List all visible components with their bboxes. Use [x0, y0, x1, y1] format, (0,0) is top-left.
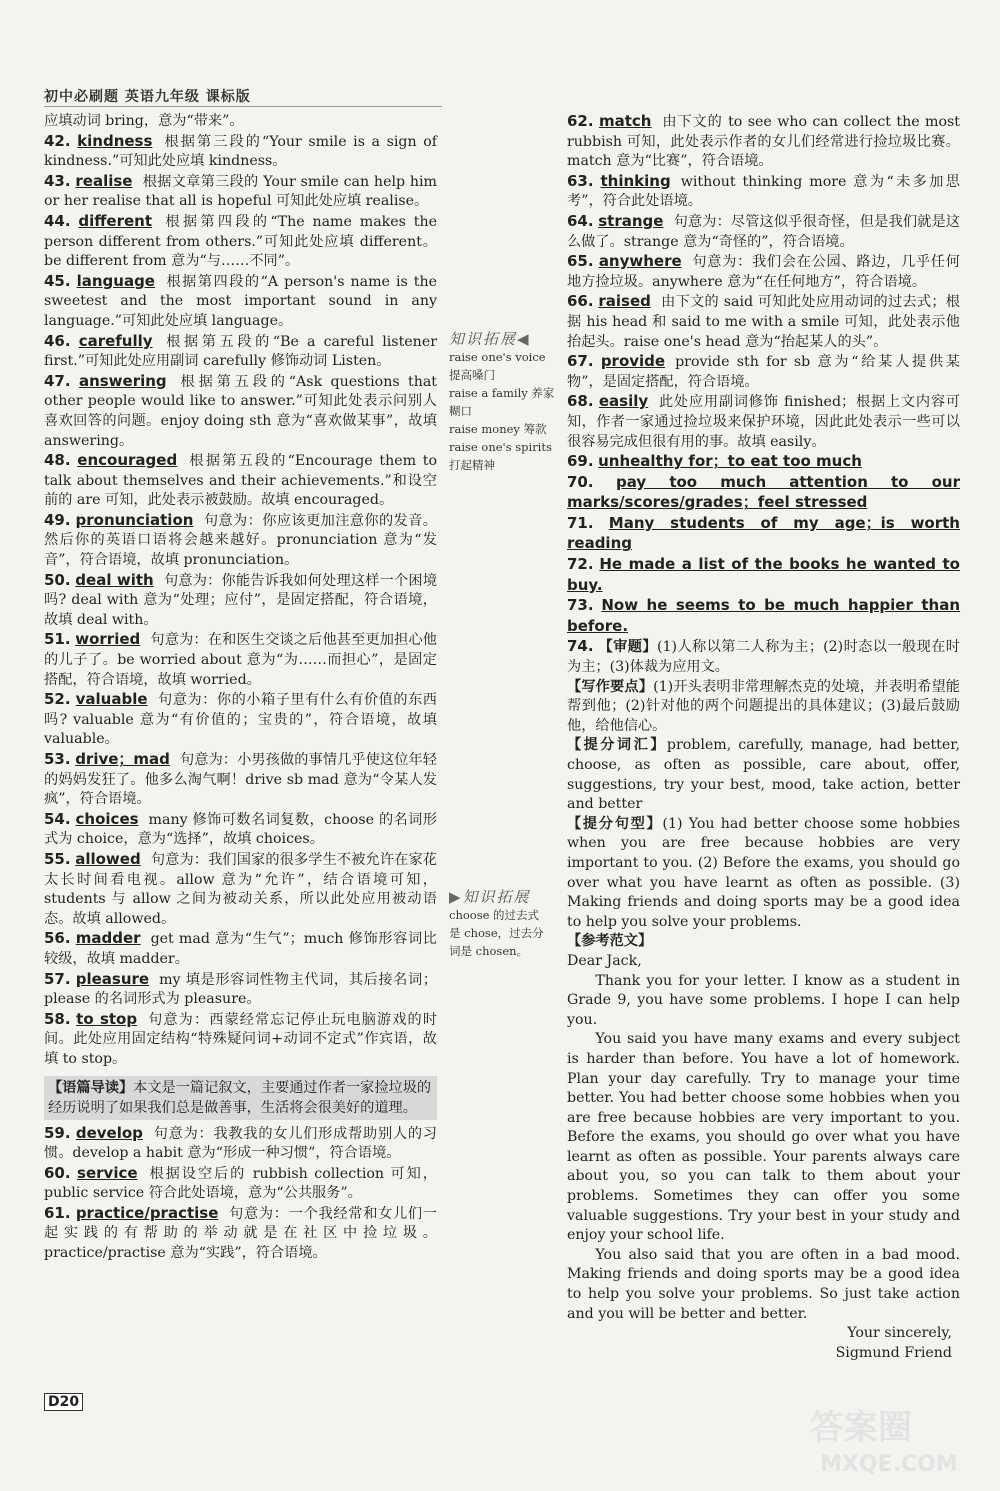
knowledge-line: 是 chose，过去分	[449, 926, 544, 940]
question-number: 44.	[44, 211, 71, 230]
explanation-text: 应填动词 bring，意为“带来”。	[44, 113, 244, 129]
cihui-text: problem, carefully, manage, had better, choose, as often as possible, care about, offer, suggestions, try your best, mood, take action, better and better	[567, 737, 960, 813]
answer-word: encouraged	[77, 451, 178, 470]
answer-item	[44, 212, 437, 272]
answer-item	[567, 473, 960, 514]
answer-item	[44, 810, 437, 850]
explanation-text: 根据第五段的“Encourage them to talk about themselves and their achievements.”和设空前的 are 可知，此处表示被鼓励。故填 encouraged。	[44, 453, 437, 509]
right-column	[567, 112, 960, 1363]
knowledge-line: raise one's voice	[449, 350, 546, 364]
question-number: 47.	[44, 371, 71, 390]
knowledge-line: 提高嗓门	[449, 368, 495, 382]
answer-item	[567, 112, 960, 172]
explanation-text: 由下文的 to see who can collect the most rubbish 可知，此处表示作者的女儿们经常进行捡垃圾比赛。match 意为“比赛”，符合语境。	[567, 114, 960, 170]
left-items	[44, 112, 437, 1070]
left-column	[44, 112, 437, 1264]
question-number: 51.	[44, 630, 71, 649]
shenti-text: (1)人称以第二人称为主；(2)时态以一般现在时为主；(3)体裁为应用文。	[567, 639, 960, 676]
answer-item	[44, 1204, 437, 1264]
answer-word: Now he seems to be much happier than before.	[567, 596, 961, 635]
shenti-label: 【审题】	[598, 639, 657, 656]
question-number: 62.	[567, 112, 594, 130]
explanation-text: 句意为：你应该更加注意你的发音。然后你的英语口语将会越来越好。pronunciation 意为“发音”，符合语境，故填 pronunciation。	[44, 512, 437, 569]
question-number: 57.	[44, 969, 71, 988]
arrow-icon: ▶	[449, 888, 463, 906]
explanation-text: 句意为：在和医生交谈之后他甚至更加担心他的儿子了。be worried about 意为“为……而担心”，是固定搭配，符合语境，故填 worried。	[44, 632, 437, 688]
answer-item	[44, 332, 437, 372]
answer-word: pay too much attention to our marks/scores/grades；feel stressed	[567, 472, 960, 512]
answer-item	[44, 571, 437, 631]
page-number: D20	[44, 1393, 83, 1411]
explanation-text: 句意为：小男孩做的事情几乎使这位年轻的妈妈发狂了。他多么淘气啊！drive sb mad 意为“令某人发疯”，符合语境。	[44, 752, 437, 808]
question-number: 63.	[567, 171, 594, 190]
letter-closing: Your sincerely,	[847, 1325, 952, 1342]
answer-item	[44, 690, 437, 750]
answer-item	[567, 596, 960, 637]
fanwen-label: 【参考范文】	[567, 933, 653, 950]
letter-signature: Sigmund Friend	[835, 1344, 952, 1361]
question-number: 49.	[44, 510, 71, 529]
juxing-text: (1) You had better choose some hobbies when you are free because hobbies are very important to you. (2) Before the exams, you should go over what you have learnt as often as possible. (3) Making friends and doing sports may be a good idea to help you solve your problems.	[567, 815, 960, 930]
answer-item	[567, 172, 960, 212]
answer-item	[44, 1164, 437, 1204]
answer-item	[567, 452, 960, 473]
knowledge-box-1	[449, 330, 561, 474]
answer-item	[567, 555, 960, 596]
explanation-text: 句意为：我们国家的很多学生不被允许在家花太长时间看电视。allow 意为“允许”，结合语境可知，students 与 allow 之间为被动关系，所以此处应用被动语态。故填 allowed。	[44, 851, 437, 927]
explanation-text: 句意为：我教我的女儿们形成帮助别人的习惯。develop a habit 意为“形成一种习惯”，符合语境。	[44, 1125, 437, 1162]
answer-item	[44, 850, 437, 929]
question-number: 46.	[44, 331, 71, 350]
cihui-label: 【提分词汇】	[567, 737, 667, 754]
answer-word: worried	[75, 630, 141, 649]
watermark-url: MXQE.COM	[820, 1452, 958, 1477]
yaodian	[567, 678, 960, 737]
answer-item	[44, 1124, 437, 1164]
answer-item	[44, 929, 437, 969]
arrow-icon: ◀	[517, 330, 531, 348]
cihui	[567, 736, 960, 814]
page-header: 初中必刷题 英语九年级 课标版	[44, 89, 251, 105]
answer-item	[44, 112, 437, 132]
answer-word: pleasure	[75, 969, 150, 988]
fanwen	[567, 932, 960, 952]
answer-word: provide	[600, 352, 666, 371]
yaodian-text: (1)开头表明非常理解杰克的处境，并表明希望能帮到他；(2)针对他的两个问题提出的具体建议；(3)最后鼓励他，给他信心。	[567, 678, 960, 734]
letter-paragraph-1: Thank you for your letter. I know as a student in Grade 9, you have some problems. I hope I can help you.	[567, 972, 960, 1028]
explanation-text: 根据设空后的 rubbish collection 可知，public service 符合此处语境，意为“公共服务”。	[44, 1165, 437, 1202]
question-number: 67.	[567, 352, 594, 371]
question-number: 52.	[44, 690, 71, 709]
question-number: 65.	[567, 252, 594, 271]
yaodian-label: 【写作要点】	[567, 678, 654, 695]
answer-item	[44, 132, 437, 172]
question-number: 73.	[567, 596, 594, 615]
explanation-text: 根据第五段的“Be a careful listener first.”可知此处应用副词 carefully 修饰动词 Listen。	[44, 333, 437, 370]
answer-word: practice/practise	[75, 1203, 219, 1222]
juxing-label: 【提分句型】	[567, 815, 663, 832]
header-rule	[44, 106, 442, 107]
answer-word: different	[78, 211, 153, 230]
answer-word: madder	[75, 929, 141, 948]
knowledge-line: 打起精神	[449, 458, 495, 472]
explanation-text: 根据第四段的“The name makes the person different from others.”可知此处应填 different。be different from 意为“与……不同”。	[44, 213, 437, 270]
right-items	[567, 112, 960, 637]
answer-item	[567, 514, 960, 555]
answer-word: unhealthy for；to eat too much	[598, 452, 862, 471]
knowledge-title-text: 知识拓展	[449, 330, 518, 348]
explanation-text: 句意为：你能告诉我如何处理这样一个困境吗? deal with 意为“处理；应付”，是固定搭配，符合语境，故填 deal with。	[44, 572, 438, 628]
question-number: 54.	[44, 809, 71, 828]
question-number: 69.	[567, 452, 594, 471]
knowledge-line: raise a family 养家糊口	[449, 386, 555, 418]
knowledge-line: raise money 筹款	[449, 422, 547, 436]
question-number: 56.	[44, 929, 71, 948]
answer-item	[44, 272, 437, 332]
letter-paragraph-2: You said you have many exams and every subject is harder than before. You have a lot of homework. Plan your day carefully. Try to manage your time better. You had better choose some hobbies when you are free because hobbies are very important to you. Before the exams, you should go over what you have learnt as often as possible. Your parents always care about you, so you can talk to them about your problems. Sometimes they can offer you some valuable suggestions. Try your best in your study and enjoy your school life.	[567, 1031, 960, 1244]
answer-word: carefully	[78, 331, 153, 350]
answer-item	[44, 630, 437, 690]
explanation-text: 句意为：西蒙经常忘记停止玩电脑游戏的时间。此处应用固定结构“特殊疑问词+动词不定式”作宾语，故填 to stop。	[44, 1011, 438, 1067]
question-number: 45.	[44, 271, 71, 290]
knowledge-box-title	[449, 888, 561, 906]
knowledge-lines	[449, 348, 561, 474]
question-number: 72.	[567, 555, 594, 574]
explanation-text: 由下文的 said 可知此处应用动词的过去式；根据 his head 和 said to me with a smile 可知，此处表示他抬起头。raise one's head 意为“抬起某人的头”。	[567, 294, 960, 350]
knowledge-box-2	[449, 888, 561, 960]
question-number: 53.	[44, 750, 71, 768]
answer-item	[44, 451, 437, 511]
q74-number: 74.	[567, 637, 594, 656]
answer-word: to stop	[76, 1009, 138, 1028]
question-number: 64.	[567, 211, 594, 230]
explanation-text: my 填是形容词性物主代词，其后接名词；please 的名词形式为 pleasure。	[44, 971, 438, 1008]
answer-word: deal with	[75, 570, 154, 589]
answer-word: develop	[75, 1123, 143, 1142]
explanation-text: 句意为：我们会在公园、路边，几乎任何地方捡垃圾。anywhere 意为“在任何地方”，符合语境。	[567, 254, 960, 290]
answer-word: He made a list of the books he wanted to buy.	[567, 555, 960, 594]
question-number: 60.	[44, 1163, 71, 1182]
guide-text: 本文是一篇记叙文，主要通过作者一家捡垃圾的经历说明了如果我们总是做善事，生活将会很美好的道理。	[48, 1079, 432, 1116]
answer-word: answering	[78, 371, 167, 390]
explanation-text: without thinking more 意为“未多加思考”，符合此处语境。	[567, 173, 960, 210]
left-items-2	[44, 1124, 437, 1264]
answer-word: strange	[598, 211, 664, 230]
explanation-text: 根据第五段的“Ask questions that other people would like to answer.”可知此处表示问别人喜欢回答的问题。enjoy doing sth 意为“喜欢做某事”，故填 answering。	[44, 373, 437, 449]
question-number: 42.	[44, 131, 71, 150]
question-number: 59.	[44, 1123, 71, 1142]
answer-item	[567, 392, 960, 452]
watermark-logo: 答案圈	[810, 1408, 912, 1448]
answer-item	[44, 511, 437, 571]
sample-letter	[567, 952, 960, 1363]
guide-label: 【语篇导读】	[48, 1079, 134, 1096]
question-number: 71.	[567, 513, 594, 532]
answer-word: kindness	[77, 131, 153, 150]
question-number: 61.	[44, 1203, 71, 1222]
explanation-text: 句意为：尽管这似乎很奇怪，但是我们就是这么做了。strange 意为“奇怪的”，符合语境。	[567, 213, 960, 250]
question-number: 55.	[44, 849, 71, 868]
q74-item	[567, 637, 960, 677]
explanation-text: 此处应用副词修饰 finished；根据上文内容可知，作者一家通过捡垃圾来保护环境，因此此处表示一些可以很容易完成但很有用的事。故填 easily。	[567, 394, 960, 450]
question-number: 50.	[44, 570, 71, 589]
answer-item	[567, 252, 960, 292]
answer-word: easily	[598, 392, 649, 411]
answer-word: drive；mad	[75, 750, 170, 768]
reading-guide	[44, 1076, 437, 1120]
answer-item	[44, 1010, 437, 1070]
explanation-text: get mad 意为“生气”；much 修饰形容词比较级，故填 madder。	[44, 931, 437, 967]
explanation-text: 根据第三段的“Your smile is a sign of kindness.”可知此处应填 kindness。	[44, 133, 437, 170]
question-number: 58.	[44, 1009, 71, 1028]
knowledge-line: raise one's spirits	[449, 440, 552, 454]
answer-word: choices	[75, 809, 139, 828]
answer-item	[567, 212, 960, 252]
question-number: 70.	[567, 472, 594, 491]
explanation-text: provide sth for sb 意为“给某人提供某物”，是固定搭配，符合语境。	[567, 354, 960, 390]
juxing	[567, 815, 960, 933]
explanation-text: many 修饰可数名词复数，choose 的名词形式为 choice，意为“选择”，故填 choices。	[44, 811, 437, 848]
explanation-text: 句意为：一个我经常和女儿们一起实践的有帮助的举动就是在社区中捡垃圾。practice/practise 意为“实践”，符合语境。	[44, 1205, 437, 1262]
answer-item	[44, 172, 437, 212]
answer-word: raised	[598, 292, 651, 311]
answer-word: valuable	[75, 690, 148, 709]
answer-word: anywhere	[598, 252, 682, 271]
answer-word: pronunciation	[75, 510, 194, 529]
answer-item	[567, 352, 960, 392]
answer-word: match	[598, 112, 652, 130]
knowledge-line: choose 的过去式	[449, 908, 540, 922]
explanation-text: 根据第四段的“A person's name is the sweetest and the most important sound in any language.”可知此处应填 language。	[44, 273, 438, 329]
knowledge-box-title	[449, 330, 561, 348]
explanation-text: 句意为：你的小箱子里有什么有价值的东西吗? valuable 意为“有价值的；宝贵的”，符合语境，故填 valuable。	[44, 692, 437, 748]
answer-word: Many students of my age；is worth reading	[567, 513, 960, 553]
answer-word: service	[77, 1163, 138, 1182]
knowledge-title-text: 知识拓展	[462, 888, 531, 906]
question-number: 48.	[44, 451, 71, 470]
knowledge-lines	[449, 906, 561, 960]
answer-word: realise	[75, 171, 133, 190]
answer-word: thinking	[600, 171, 671, 190]
knowledge-line: 词是 chosen。	[449, 944, 529, 958]
answer-word: allowed	[75, 849, 141, 868]
answer-item	[44, 970, 437, 1010]
answer-item	[44, 372, 437, 451]
answer-item	[567, 292, 960, 352]
explanation-text: 根据文章第三段的 Your smile can help him or her realise that all is hopeful 可知此处应填 realise。	[44, 173, 438, 210]
letter-paragraph-3: You also said that you are often in a bad mood. Making friends and doing sports may be a good idea to help you solve your problems. So just take action and you will be better and better.	[567, 1246, 960, 1322]
answer-item	[44, 750, 437, 810]
question-number: 68.	[567, 392, 594, 411]
answer-word: language	[76, 271, 155, 290]
question-number: 43.	[44, 171, 71, 190]
letter-greeting: Dear Jack,	[567, 952, 642, 969]
question-number: 66.	[567, 292, 594, 311]
